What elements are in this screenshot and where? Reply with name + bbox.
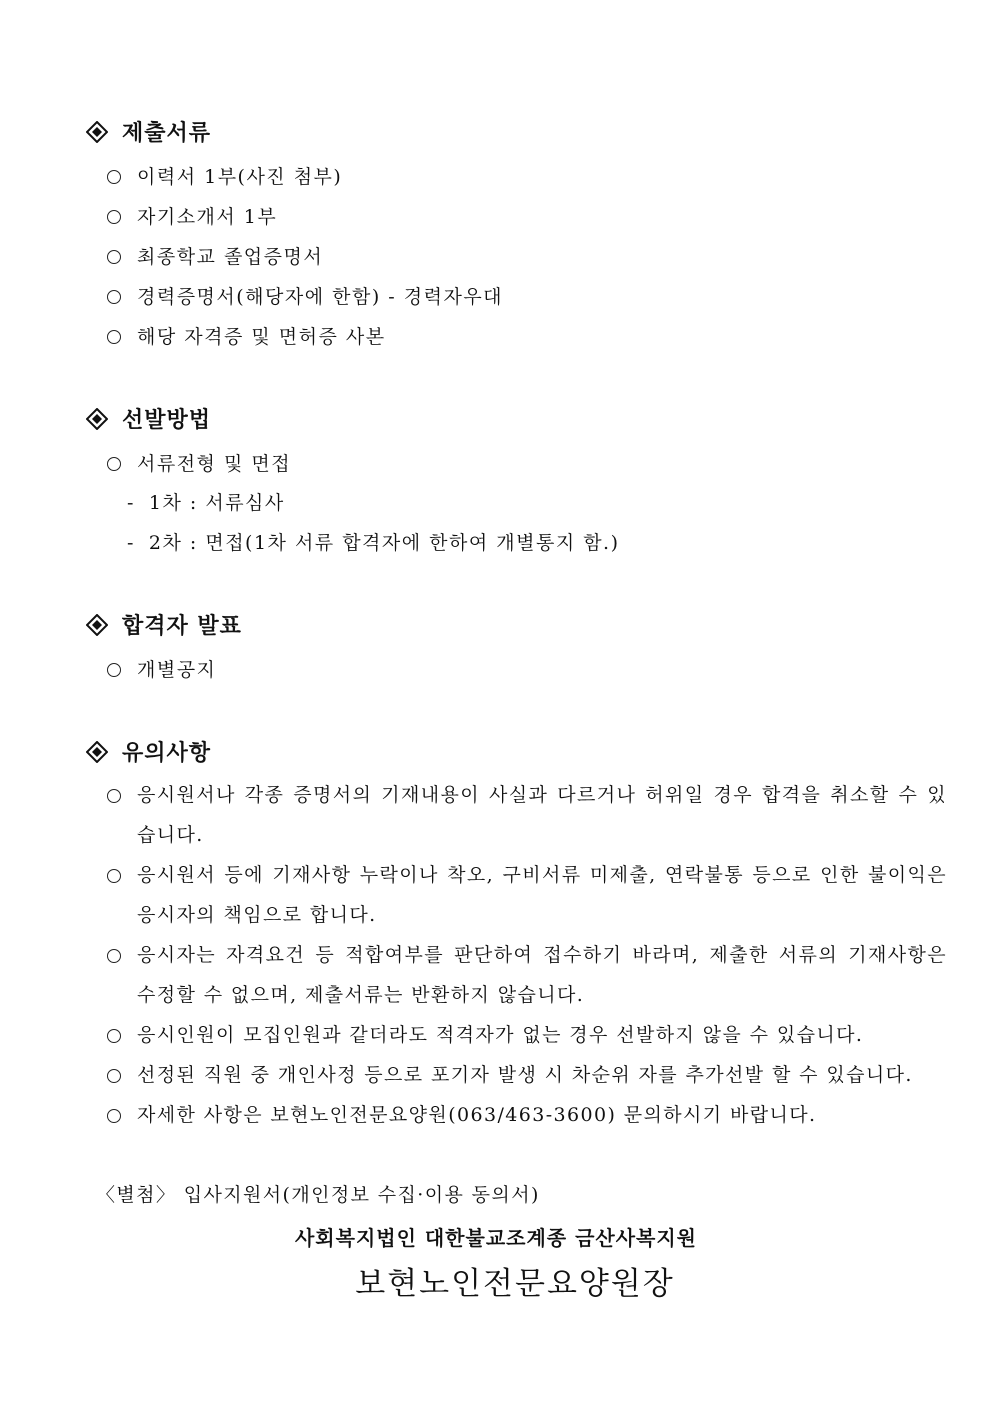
circle-bullet-icon bbox=[107, 290, 121, 304]
circle-bullet-icon bbox=[107, 250, 121, 264]
section-title-selection: 선발방법 bbox=[86, 403, 211, 434]
list-item: 자기소개서 1부 bbox=[107, 202, 277, 229]
signer-title: 보현노인전문요양원장 bbox=[355, 1266, 675, 1302]
list-item: 선정된 직원 중 개인사정 등으로 포기자 발생 시 차순위 자를 추가선발 할 수 있습니다. bbox=[107, 1055, 947, 1095]
circle-bullet-icon bbox=[107, 170, 121, 184]
list-item: 최종학교 졸업증명서 bbox=[107, 242, 323, 269]
circle-bullet-icon bbox=[107, 869, 121, 883]
list-item: 응시원서나 각종 증명서의 기재내용이 사실과 다르거나 허위일 경우 합격을 취소할 수 있습니다. bbox=[107, 775, 947, 855]
list-item: 서류전형 및 면접 bbox=[107, 449, 291, 476]
dash-bullet: - bbox=[127, 532, 135, 554]
diamond-bullet-icon bbox=[86, 408, 108, 430]
diamond-bullet-icon bbox=[86, 614, 108, 636]
list-item: 해당 자격증 및 면허증 사본 bbox=[107, 322, 386, 349]
organization-name: 사회복지법인 대한불교조계종 금산사복지원 bbox=[294, 1226, 697, 1250]
circle-bullet-icon bbox=[107, 789, 121, 803]
circle-bullet-icon bbox=[107, 1029, 121, 1043]
diamond-bullet-icon bbox=[86, 741, 108, 763]
circle-bullet-icon bbox=[107, 210, 121, 224]
diamond-bullet-icon bbox=[86, 121, 108, 143]
list-item: 개별공지 bbox=[107, 655, 216, 682]
circle-bullet-icon bbox=[107, 1069, 121, 1083]
list-item: 자세한 사항은 보현노인전문요양원(063/463-3600) 문의하시기 바랍니다. bbox=[107, 1095, 947, 1135]
list-item: 이력서 1부(사진 첨부) bbox=[107, 162, 342, 189]
attachment-note: 〈별첨〉 입사지원서(개인정보 수집·이용 동의서) bbox=[96, 1184, 540, 1206]
list-item: 경력증명서(해당자에 한함) - 경력자우대 bbox=[107, 282, 503, 309]
section-title-documents: 제출서류 bbox=[86, 116, 211, 147]
sub-list-item: - 1차 : 서류심사 bbox=[127, 492, 285, 514]
list-item: 응시원서 등에 기재사항 누락이나 착오, 구비서류 미제출, 연락불통 등으로 인한 불이익은 응시자의 책임으로 합니다. bbox=[107, 855, 947, 935]
section-title-announcement: 합격자 발표 bbox=[86, 609, 242, 640]
circle-bullet-icon bbox=[107, 457, 121, 471]
list-item: 응시자는 자격요건 등 적합여부를 판단하여 접수하기 바라며, 제출한 서류의 기재사항은 수정할 수 없으며, 제출서류는 반환하지 않습니다. bbox=[107, 935, 947, 1015]
section-title-notes: 유의사항 bbox=[86, 736, 211, 767]
list-item: 응시인원이 모집인원과 같더라도 적격자가 없는 경우 선발하지 않을 수 있습니다. bbox=[107, 1015, 947, 1055]
circle-bullet-icon bbox=[107, 1109, 121, 1123]
circle-bullet-icon bbox=[107, 949, 121, 963]
circle-bullet-icon bbox=[107, 663, 121, 677]
circle-bullet-icon bbox=[107, 330, 121, 344]
dash-bullet: - bbox=[127, 492, 135, 514]
notes-list bbox=[107, 775, 947, 1135]
sub-list-item: - 2차 : 면접(1차 서류 합격자에 한하여 개별통지 함.) bbox=[127, 532, 620, 554]
